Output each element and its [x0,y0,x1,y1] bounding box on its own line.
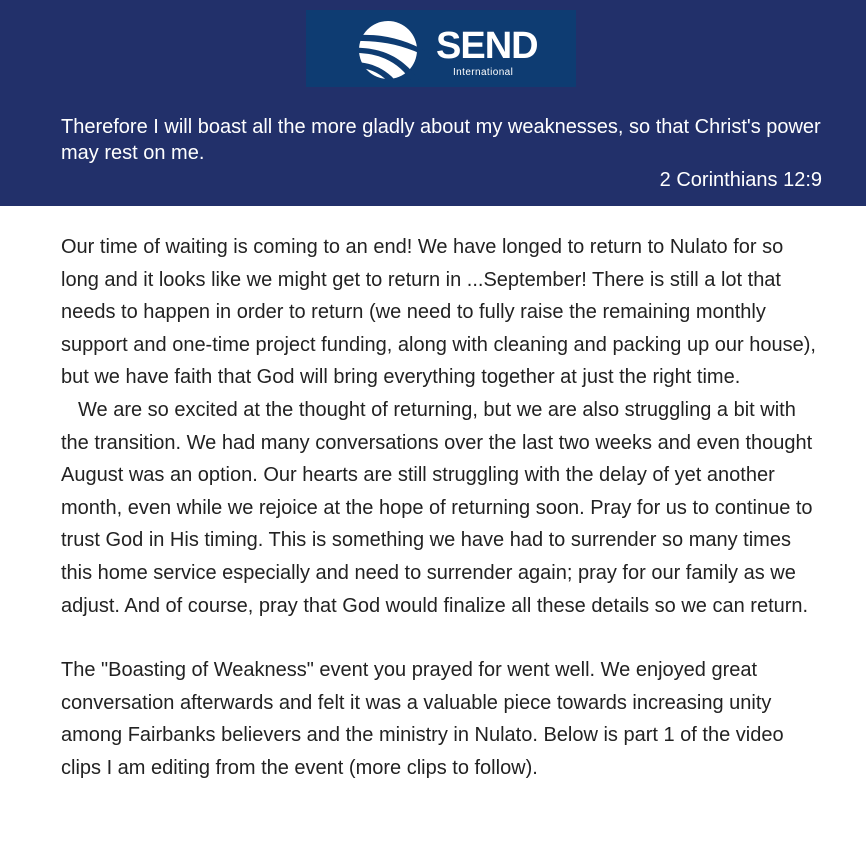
newsletter-header [0,0,866,206]
logo-wordmark: SEND [436,25,538,67]
send-international-logo[interactable] [306,10,576,87]
logo-subtitle: International [453,67,514,78]
paragraph-transition: We are so excited at the thought of returning, but we are also struggling a bit with the transition. We had many conversations over the last two weeks and even thought August was an option. Our hearts are still struggling with the delay of yet another month, even while we rejoice at the hope of returning soon. Pray for us to continue to trust God in His timing. This is something we have had to surrender so many times this home service especially and need to surrender again; pray for our family as we adjust. And of course, pray that God would finalize all these details so we can return. [61,398,813,617]
paragraph-event: The "Boasting of Weakness" event you prayed for went well. We enjoyed great conversation afterwards and felt it was a valuable piece towards increasing unity among Fairbanks believers and the ministry in Nulato. Below is part 1 of the video clips I am editing from the event (more clips to follow). [61,659,784,779]
paragraph-waiting: Our time of waiting is coming to an end! We have longed to return to Nulato for so long and it looks like we might get to return in ...September! There is still a lot that needs to happen in order to return (we need to fully raise the remaining monthly support and one-time project funding, along with cleaning and packing up our house), but we have faith that God will bring everything together at just the right time. [61,236,816,389]
scripture-verse: Therefore I will boast all the more gladly about my weaknesses, so that Christ's power may rest on me. [61,116,821,164]
send-logo-icon [350,20,434,80]
newsletter-body [61,231,826,785]
scripture-reference: 2 Corinthians 12:9 [659,169,822,191]
